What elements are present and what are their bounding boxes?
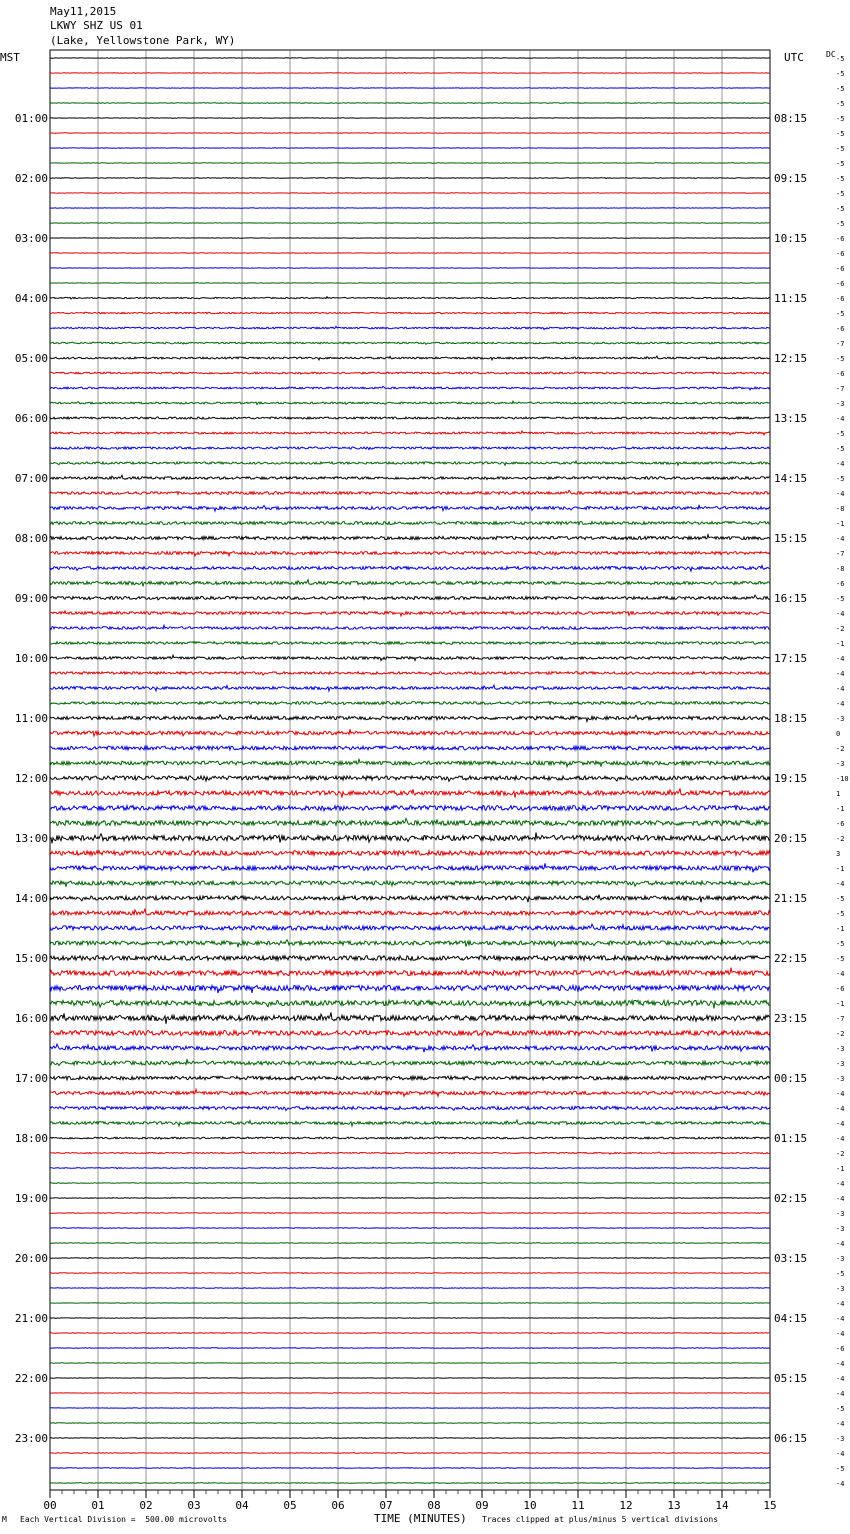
left-hour-label: 08:00 xyxy=(14,532,48,545)
trace-line xyxy=(50,475,770,479)
x-tick-label: 09 xyxy=(475,1499,489,1512)
trace-line xyxy=(50,1000,770,1008)
right-hour-label: 13:15 xyxy=(774,412,808,425)
trace-line xyxy=(50,968,770,976)
dc-offset-label: -5 xyxy=(836,1405,845,1413)
right-hour-label: 04:15 xyxy=(774,1312,808,1325)
trace-line xyxy=(50,625,770,629)
right-hour-label: 18:15 xyxy=(774,712,808,725)
trace-line xyxy=(50,985,770,993)
trace-line xyxy=(50,1089,770,1096)
dc-offset-label: -3 xyxy=(836,1075,845,1083)
dc-offset-label: -5 xyxy=(836,595,845,603)
trace-line xyxy=(50,283,770,284)
left-hour-label: 02:00 xyxy=(14,172,48,185)
trace-line xyxy=(50,238,770,239)
trace-line xyxy=(50,118,770,119)
x-tick-label: 13 xyxy=(667,1499,681,1512)
trace-line xyxy=(50,1012,770,1023)
dc-offset-label: -5 xyxy=(836,100,845,108)
dc-offset-label: -4 xyxy=(836,610,845,618)
right-hour-label: 00:15 xyxy=(774,1072,808,1085)
trace-line xyxy=(50,863,770,872)
dc-offset-label: -3 xyxy=(836,1045,845,1053)
trace-line xyxy=(50,505,770,511)
dc-offset-label: -5 xyxy=(836,205,845,213)
dc-offset-label: -1 xyxy=(836,865,845,873)
trace-line xyxy=(50,223,770,224)
trace-line xyxy=(50,88,770,89)
x-tick-label: 01 xyxy=(91,1499,105,1512)
dc-offset-label: -6 xyxy=(836,280,845,288)
trace-line xyxy=(50,386,770,390)
trace-line xyxy=(50,715,770,722)
trace-line xyxy=(50,655,770,660)
trace-line xyxy=(50,788,770,797)
trace-line xyxy=(50,253,770,254)
dc-offset-label: -1 xyxy=(836,520,845,528)
right-hour-label: 02:15 xyxy=(774,1192,808,1205)
trace-line xyxy=(50,372,770,374)
left-hour-label: 19:00 xyxy=(14,1192,48,1205)
header-location: (Lake, Yellowstone Park, WY) xyxy=(50,34,236,47)
right-hour-label: 01:15 xyxy=(774,1132,808,1145)
dc-offset-label: -4 xyxy=(836,685,845,693)
left-hour-label: 17:00 xyxy=(14,1072,48,1085)
dc-offset-label: -6 xyxy=(836,820,845,828)
dc-offset-label: -5 xyxy=(836,1465,845,1473)
trace-line xyxy=(50,193,770,194)
dc-offset-label: -2 xyxy=(836,625,845,633)
trace-line xyxy=(50,535,770,540)
left-hour-label: 01:00 xyxy=(14,112,48,125)
dc-offset-label: -1 xyxy=(836,925,845,933)
dc-offset-label: -4 xyxy=(836,1180,845,1188)
dc-offset-label: -1 xyxy=(836,1000,845,1008)
dc-offset-label: -5 xyxy=(836,910,845,918)
left-hour-label: 16:00 xyxy=(14,1012,48,1025)
trace-line xyxy=(50,401,770,405)
trace-line xyxy=(50,1213,770,1214)
trace-line xyxy=(50,133,770,134)
right-hour-label: 08:15 xyxy=(774,112,808,125)
x-tick-label: 10 xyxy=(523,1499,537,1512)
dc-offset-label: -5 xyxy=(836,1270,845,1278)
left-hour-label: 11:00 xyxy=(14,712,48,725)
dc-offset-label: -4 xyxy=(836,1420,845,1428)
x-axis-title: TIME (MINUTES) xyxy=(374,1512,467,1525)
trace-line xyxy=(50,819,770,826)
trace-line xyxy=(50,1482,770,1483)
right-hour-label: 09:15 xyxy=(774,172,808,185)
dc-offset-label: -6 xyxy=(836,235,845,243)
dc-offset-label: -5 xyxy=(836,160,845,168)
dc-offset-label: -4 xyxy=(836,1330,845,1338)
trace-line xyxy=(50,1167,770,1169)
dc-offset-label: -4 xyxy=(836,460,845,468)
left-hour-label: 15:00 xyxy=(14,952,48,965)
trace-line xyxy=(50,851,770,856)
dc-offset-label: -3 xyxy=(836,400,845,408)
trace-line xyxy=(50,1378,770,1379)
dc-offset-label: 0 xyxy=(836,730,841,738)
dc-offset-label: -4 xyxy=(836,655,845,663)
right-hour-label: 15:15 xyxy=(774,532,808,545)
left-hour-label: 06:00 xyxy=(14,412,48,425)
x-tick-label: 05 xyxy=(283,1499,297,1512)
trace-line xyxy=(50,552,770,556)
header-date: May11,2015 xyxy=(50,5,117,18)
dc-offset-label: -1 xyxy=(836,640,845,648)
dc-offset-label: -2 xyxy=(836,835,845,843)
left-hour-label: 04:00 xyxy=(14,292,48,305)
trace-line xyxy=(50,356,770,360)
right-hour-label: 16:15 xyxy=(774,592,808,605)
trace-line xyxy=(50,490,770,494)
trace-line xyxy=(50,1303,770,1304)
dc-offset-label: -5 xyxy=(836,955,845,963)
trace-line xyxy=(50,73,770,74)
trace-line xyxy=(50,1363,770,1364)
dc-offset-label: -5 xyxy=(836,475,845,483)
dc-offset-label: -4 xyxy=(836,1120,845,1128)
dc-offset-label: -3 xyxy=(836,715,845,723)
trace-line xyxy=(50,729,770,736)
dc-offset-label: -4 xyxy=(836,535,845,543)
dc-offset-label: -6 xyxy=(836,295,845,303)
dc-offset-label: -5 xyxy=(836,175,845,183)
trace-line xyxy=(50,1076,770,1080)
right-hour-label: 23:15 xyxy=(774,1012,808,1025)
dc-offset-label: -3 xyxy=(836,1435,845,1443)
trace-line xyxy=(50,833,770,844)
dc-offset-label: -2 xyxy=(836,1030,845,1038)
trace-line xyxy=(50,431,770,435)
trace-line xyxy=(50,1183,770,1184)
trace-line xyxy=(50,1137,770,1139)
dc-offset-label: -7 xyxy=(836,1015,845,1023)
dc-offset-label: -6 xyxy=(836,985,845,993)
trace-line xyxy=(50,776,770,781)
trace-line xyxy=(50,102,770,103)
dc-offset-label: -4 xyxy=(836,700,845,708)
dc-offset-label: -5 xyxy=(836,190,845,198)
dc-offset-label: -2 xyxy=(836,1150,845,1158)
dc-offset-label: -10 xyxy=(836,775,849,783)
dc-offset-label: -7 xyxy=(836,340,845,348)
dc-offset-label: -6 xyxy=(836,1345,845,1353)
dc-offset-label: -6 xyxy=(836,265,845,273)
trace-line xyxy=(50,924,770,930)
dc-offset-label: -3 xyxy=(836,1225,845,1233)
left-hour-label: 21:00 xyxy=(14,1312,48,1325)
dc-offset-label: -5 xyxy=(836,445,845,453)
dc-offset-label: -5 xyxy=(836,85,845,93)
dc-offset-label: -5 xyxy=(836,430,845,438)
right-hour-label: 11:15 xyxy=(774,292,808,305)
trace-line xyxy=(50,1044,770,1052)
trace-line xyxy=(50,956,770,961)
dc-offset-label: -4 xyxy=(836,1480,845,1488)
dc-offset-label: -5 xyxy=(836,895,845,903)
trace-line xyxy=(50,447,770,450)
left-hour-label: 14:00 xyxy=(14,892,48,905)
trace-line xyxy=(50,1031,770,1036)
dc-offset-label: -3 xyxy=(836,1060,845,1068)
x-tick-label: 02 xyxy=(139,1499,153,1512)
left-hour-label: 12:00 xyxy=(14,772,48,785)
trace-line xyxy=(50,342,770,344)
right-hour-label: 05:15 xyxy=(774,1372,808,1385)
dc-offset-label: -4 xyxy=(836,1375,845,1383)
trace-line xyxy=(50,461,770,465)
trace-line xyxy=(50,1288,770,1289)
trace-line xyxy=(50,672,770,675)
dc-offset-label: -4 xyxy=(836,1135,845,1143)
dc-offset-label: -4 xyxy=(836,1390,845,1398)
trace-line xyxy=(50,566,770,572)
dc-offset-label: -4 xyxy=(836,970,845,978)
trace-line xyxy=(50,1272,770,1273)
trace-line xyxy=(50,759,770,767)
footer-mark: M xyxy=(2,1515,7,1524)
dc-offset-label: -2 xyxy=(836,745,845,753)
dc-column-label: DC xyxy=(826,50,836,59)
right-hour-label: 06:15 xyxy=(774,1432,808,1445)
trace-line xyxy=(50,685,770,691)
dc-offset-label: -4 xyxy=(836,1240,845,1248)
right-hour-label: 14:15 xyxy=(774,472,808,485)
header-station: LKWY SHZ US 01 xyxy=(50,19,143,32)
dc-offset-label: -3 xyxy=(836,1285,845,1293)
dc-offset-label: -4 xyxy=(836,1300,845,1308)
x-tick-label: 04 xyxy=(235,1499,249,1512)
dc-offset-label: -3 xyxy=(836,760,845,768)
dc-offset-label: -6 xyxy=(836,325,845,333)
dc-offset-label: 1 xyxy=(836,790,841,798)
dc-offset-label: -7 xyxy=(836,550,845,558)
dc-offset-label: -5 xyxy=(836,130,845,138)
trace-line xyxy=(50,1059,770,1066)
trace-line xyxy=(50,1197,770,1198)
trace-line xyxy=(50,642,770,645)
trace-line xyxy=(50,1452,770,1453)
dc-offset-label: -4 xyxy=(836,1105,845,1113)
x-tick-label: 03 xyxy=(187,1499,201,1512)
dc-offset-label: -3 xyxy=(836,1210,845,1218)
x-tick-label: 00 xyxy=(43,1499,57,1512)
left-hour-label: 03:00 xyxy=(14,232,48,245)
trace-line xyxy=(50,1120,770,1126)
trace-line xyxy=(50,939,770,947)
trace-line xyxy=(50,297,770,299)
trace-line xyxy=(50,1227,770,1228)
trace-line xyxy=(50,1347,770,1348)
dc-offset-label: -8 xyxy=(836,565,845,573)
trace-line xyxy=(50,1318,770,1319)
right-hour-label: 22:15 xyxy=(774,952,808,965)
dc-offset-label: -4 xyxy=(836,1090,845,1098)
trace-line xyxy=(50,611,770,616)
dc-offset-label: -4 xyxy=(836,880,845,888)
left-hour-label: 23:00 xyxy=(14,1432,48,1445)
trace-line xyxy=(50,1333,770,1334)
trace-line xyxy=(50,178,770,179)
x-tick-label: 14 xyxy=(715,1499,729,1512)
dc-offset-label: -5 xyxy=(836,310,845,318)
dc-offset-label: -4 xyxy=(836,490,845,498)
dc-offset-label: -5 xyxy=(836,55,845,63)
dc-offset-label: 3 xyxy=(836,850,841,858)
dc-offset-label: -6 xyxy=(836,370,845,378)
dc-offset-label: -8 xyxy=(836,505,845,513)
trace-line xyxy=(50,1468,770,1469)
trace-line xyxy=(50,595,770,600)
dc-offset-label: -5 xyxy=(836,355,845,363)
right-hour-label: 19:15 xyxy=(774,772,808,785)
trace-line xyxy=(50,522,770,525)
x-tick-label: 11 xyxy=(571,1499,585,1512)
left-hour-label: 09:00 xyxy=(14,592,48,605)
right-hour-label: 03:15 xyxy=(774,1252,808,1265)
dc-offset-label: -4 xyxy=(836,1315,845,1323)
dc-offset-label: -1 xyxy=(836,805,845,813)
left-hour-label: 07:00 xyxy=(14,472,48,485)
right-timezone-label: UTC xyxy=(784,51,804,64)
dc-offset-label: -5 xyxy=(836,940,845,948)
x-tick-label: 06 xyxy=(331,1499,345,1512)
dc-offset-label: -6 xyxy=(836,580,845,588)
scale-note: Each Vertical Division = 500.00 microvolts xyxy=(20,1515,228,1524)
dc-offset-label: -4 xyxy=(836,415,845,423)
left-hour-label: 05:00 xyxy=(14,352,48,365)
left-timezone-label: MST xyxy=(0,51,20,64)
trace-line xyxy=(50,580,770,587)
trace-line xyxy=(50,417,770,419)
left-hour-label: 18:00 xyxy=(14,1132,48,1145)
plot-frame xyxy=(50,50,770,1490)
dc-offset-label: -5 xyxy=(836,145,845,153)
left-hour-label: 13:00 xyxy=(14,832,48,845)
trace-line xyxy=(50,1152,770,1154)
dc-offset-label: -3 xyxy=(836,1255,845,1263)
dc-offset-label: -4 xyxy=(836,1360,845,1368)
trace-line xyxy=(50,1423,770,1424)
x-tick-label: 12 xyxy=(619,1499,633,1512)
left-hour-label: 10:00 xyxy=(14,652,48,665)
trace-line xyxy=(50,163,770,164)
dc-offset-label: -6 xyxy=(836,250,845,258)
right-hour-label: 12:15 xyxy=(774,352,808,365)
right-hour-label: 21:15 xyxy=(774,892,808,905)
trace-line xyxy=(50,1106,770,1110)
trace-line xyxy=(50,1243,770,1244)
x-tick-label: 08 xyxy=(427,1499,441,1512)
trace-line xyxy=(50,148,770,149)
dc-offset-label: -4 xyxy=(836,1195,845,1203)
right-hour-label: 17:15 xyxy=(774,652,808,665)
trace-line xyxy=(50,1438,770,1439)
dc-offset-label: -4 xyxy=(836,670,845,678)
x-tick-label: 07 xyxy=(379,1499,393,1512)
dc-offset-label: -7 xyxy=(836,385,845,393)
left-hour-label: 22:00 xyxy=(14,1372,48,1385)
right-hour-label: 20:15 xyxy=(774,832,808,845)
left-hour-label: 20:00 xyxy=(14,1252,48,1265)
dc-offset-label: -4 xyxy=(836,1450,845,1458)
trace-line xyxy=(50,312,770,313)
dc-offset-label: -5 xyxy=(836,70,845,78)
trace-line xyxy=(50,1408,770,1409)
right-hour-label: 10:15 xyxy=(774,232,808,245)
dc-offset-label: -5 xyxy=(836,220,845,228)
clip-note: Traces clipped at plus/minus 5 vertical divisions xyxy=(482,1515,719,1524)
trace-line xyxy=(50,702,770,705)
trace-line xyxy=(50,1257,770,1258)
dc-offset-label: -5 xyxy=(836,115,845,123)
trace-line xyxy=(50,746,770,750)
x-tick-label: 15 xyxy=(763,1499,777,1512)
trace-line xyxy=(50,326,770,329)
trace-line xyxy=(50,806,770,811)
trace-line xyxy=(50,895,770,903)
trace-line xyxy=(50,909,770,916)
dc-offset-label: -1 xyxy=(836,1165,845,1173)
trace-line xyxy=(50,881,770,887)
